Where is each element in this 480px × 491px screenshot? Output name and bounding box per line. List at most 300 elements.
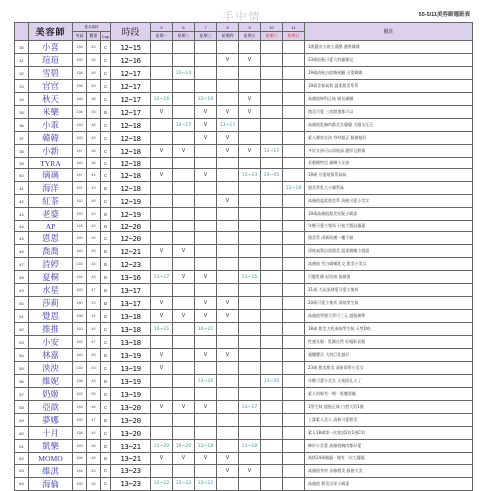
day-number-header: 8	[217, 23, 239, 32]
table-row	[15, 80, 473, 93]
stylist-name-cell: 亞歆	[29, 401, 73, 414]
basic-info-header: 基本資料	[73, 23, 111, 32]
shift-day-cell	[261, 427, 283, 440]
cup-cell: C	[101, 336, 111, 349]
table-row	[15, 310, 473, 323]
row-number-cell: 37	[15, 132, 29, 145]
time-slot-cell: 13~18	[111, 336, 151, 349]
shift-day-cell: V	[239, 464, 261, 477]
stylist-name-cell: 莎莉	[29, 297, 73, 310]
shift-day-cell	[217, 245, 239, 258]
shift-day-cell	[195, 284, 217, 297]
height-cell: 158	[73, 80, 87, 93]
weight-cell: 45	[87, 375, 101, 388]
stylist-name-cell: 凱樂	[29, 440, 73, 453]
shift-day-cell	[151, 41, 173, 54]
note-cell: 高挑24歲靚麗 · 僅有一次大優惠	[305, 453, 473, 464]
note-cell: 清純氣質出道甜美 溫柔嬌嫩小姐姐	[305, 245, 473, 258]
shift-day-cell: 16~20	[173, 440, 195, 453]
table-row	[15, 464, 473, 477]
shift-day-cell: 14~17	[173, 119, 195, 132]
row-number-cell: 44	[15, 221, 29, 232]
stylist-name-cell: MOMO	[29, 453, 73, 464]
shift-day-cell	[283, 221, 305, 232]
stylist-name-cell: 秋天	[29, 93, 73, 106]
row-number-cell: 55	[15, 362, 29, 375]
note-cell: 甜美系 清新肌膚一樓不錯	[305, 232, 473, 245]
shift-day-cell: 13~18	[239, 440, 261, 453]
weight-cell: 48	[87, 195, 101, 208]
table-row	[15, 477, 473, 490]
shift-day-cell: V	[239, 54, 261, 67]
day-number-header: 11	[283, 23, 305, 32]
day-number-header: 7	[195, 23, 217, 32]
shift-day-cell	[217, 414, 239, 427]
stylist-name-cell: 小乖	[29, 119, 73, 132]
table-row	[15, 54, 473, 67]
shift-day-cell	[173, 41, 195, 54]
note-cell: 長腿模特兒 細腰小女孩	[305, 158, 473, 169]
shift-day-cell	[195, 232, 217, 245]
cup-cell: C	[101, 158, 111, 169]
shift-day-cell	[283, 67, 305, 80]
shift-day-cell: V	[151, 310, 173, 323]
time-slot-cell: 12~17	[111, 80, 151, 93]
shift-day-cell	[261, 158, 283, 169]
time-slot-cell: 13~23	[111, 464, 151, 477]
stylist-name-cell: 泱泱	[29, 362, 73, 375]
row-number-cell: 36	[15, 119, 29, 132]
row-number-cell: 57	[15, 388, 29, 401]
cup-cell: C	[101, 464, 111, 477]
shift-day-cell	[283, 323, 305, 336]
shift-day-cell	[195, 414, 217, 427]
weight-cell: 47	[87, 336, 101, 349]
shift-day-cell: 13~17	[239, 401, 261, 414]
shift-day-cell	[217, 375, 239, 388]
weight-cell: 45	[87, 349, 101, 362]
shift-day-cell	[173, 195, 195, 208]
shift-day-cell	[195, 336, 217, 349]
note-cell: 19歲高顏值甜美短髮小嬌妻	[305, 208, 473, 221]
row-number-cell: 50	[15, 297, 29, 310]
shift-day-cell: 13~20	[195, 375, 217, 388]
row-number-cell: 63	[15, 464, 29, 477]
table-row	[15, 182, 473, 195]
note-cell: 18歲 甜美大奶清純學生妹 天然D奶	[305, 323, 473, 336]
shift-day-cell	[261, 401, 283, 414]
shift-day-cell	[261, 67, 283, 80]
shift-day-cell	[173, 132, 195, 145]
shift-day-cell	[283, 297, 305, 310]
cup-cell: C	[101, 132, 111, 145]
shift-day-cell	[261, 41, 283, 54]
stylist-name-cell: 瑄瑄	[29, 54, 73, 67]
note-cell: 23歲短髮可愛大奶貓雅兒	[305, 54, 473, 67]
weight-cell: 45	[87, 106, 101, 119]
weight-cell: 44	[87, 323, 101, 336]
shift-day-cell	[261, 271, 283, 284]
shift-day-cell	[239, 453, 261, 464]
time-slot-cell: 13~18	[111, 310, 151, 323]
shift-day-cell	[195, 80, 217, 93]
time-slot-cell: 13~17	[111, 284, 151, 297]
note-cell: 超纖寶貝 大奶巨乳超好	[305, 349, 473, 362]
shift-day-cell	[261, 80, 283, 93]
shift-day-cell: 12~16	[195, 93, 217, 106]
shift-day-cell	[239, 427, 261, 440]
note-cell: 19歲青春氣質 溫柔甜美系系	[305, 80, 473, 93]
height-cell: 158	[73, 427, 87, 440]
shift-day-cell: V	[195, 453, 217, 464]
note-cell: 21歲 大而深刻愛可愛小隻馬	[305, 284, 473, 297]
weight-cell: 48	[87, 145, 101, 158]
note-cell: 高顏值 雪白嬌嫩乳交 甜美小美女	[305, 258, 473, 271]
shift-day-cell: 12~16	[151, 93, 173, 106]
weight-cell: 55	[87, 388, 101, 401]
shift-day-cell	[195, 427, 217, 440]
note-cell: 19歲清純自慰嗨到翻 可愛嬌嬌	[305, 67, 473, 80]
cup-cell: B	[101, 221, 111, 232]
stylist-name-cell: 璃璃	[29, 169, 73, 182]
shift-day-cell: V	[195, 132, 217, 145]
time-slot-cell: 12~18	[111, 158, 151, 169]
shift-day-cell	[217, 221, 239, 232]
weight-cell: 43	[87, 208, 101, 221]
note-cell: 19歲 可愛純情系妹妹	[305, 169, 473, 182]
time-slot-cell: 12~18	[111, 182, 151, 195]
shift-day-cell	[239, 336, 261, 349]
shift-day-cell: 13~17	[217, 119, 239, 132]
height-cell: 165	[73, 464, 87, 477]
shift-day-cell	[283, 349, 305, 362]
weekday-header: 星期二	[173, 32, 195, 41]
shift-day-cell	[283, 271, 305, 284]
shift-day-cell	[173, 169, 195, 182]
shift-day-cell	[195, 41, 217, 54]
table-row	[15, 145, 473, 158]
shift-day-cell	[283, 464, 305, 477]
height-cell: 165	[73, 93, 87, 106]
time-slot-cell: 13~20	[111, 401, 151, 414]
shift-day-cell	[239, 132, 261, 145]
shift-day-cell	[151, 284, 173, 297]
shift-day-cell	[217, 232, 239, 245]
shift-day-cell: 12~17	[261, 145, 283, 158]
shift-day-cell	[217, 158, 239, 169]
time-slot-cell: 12~17	[111, 67, 151, 80]
shift-day-cell	[283, 427, 305, 440]
shift-day-cell: V	[173, 145, 195, 158]
shift-day-cell: 12~22	[173, 477, 195, 490]
note-cell: 高顏值乳胸肉都美女優優 大眼水汪汪	[305, 119, 473, 132]
shift-day-cell: 12~22	[195, 477, 217, 490]
watermark-text: 手中情	[222, 10, 262, 23]
shift-day-cell: 12~18	[283, 182, 305, 195]
shift-day-cell	[173, 297, 195, 310]
shift-day-cell	[195, 388, 217, 401]
shift-day-cell	[283, 93, 305, 106]
shift-day-cell	[173, 362, 195, 375]
cup-cell: C	[101, 54, 111, 67]
time-slot-cell: 12~21	[111, 245, 151, 258]
shift-day-cell: V	[173, 245, 195, 258]
row-number-cell: 62	[15, 453, 29, 464]
cup-cell: C	[101, 362, 111, 375]
weight-cell: 47	[87, 414, 101, 427]
height-cell: 160	[73, 132, 87, 145]
shift-day-cell: 13~20	[151, 440, 173, 453]
height-cell: 162	[73, 336, 87, 349]
note-column-header: 備註	[305, 23, 473, 41]
shift-day-cell	[283, 336, 305, 349]
cup-cell: B	[101, 414, 111, 427]
shift-day-cell	[283, 414, 305, 427]
cup-cell: C	[101, 195, 111, 208]
stylist-name-cell: 官官	[29, 80, 73, 93]
number-column-header	[15, 23, 29, 41]
weekday-header: 星期三	[195, 32, 217, 41]
shift-day-cell	[195, 182, 217, 195]
time-slot-cell: 13~19	[111, 388, 151, 401]
row-number-cell: 48	[15, 271, 29, 284]
weight-cell: 45	[87, 221, 101, 232]
shift-day-cell	[261, 362, 283, 375]
shift-day-cell	[239, 41, 261, 54]
shift-day-cell	[173, 284, 195, 297]
time-slot-cell: 13~20	[111, 427, 151, 440]
row-number-cell: 58	[15, 401, 29, 414]
table-row	[15, 245, 473, 258]
table-row	[15, 401, 473, 414]
stylist-name-cell: 詩婷	[29, 258, 73, 271]
shift-day-cell	[261, 349, 283, 362]
table-row	[15, 195, 473, 208]
height-cell: 167	[73, 145, 87, 158]
table-row	[15, 221, 473, 232]
row-number-cell: 47	[15, 258, 29, 271]
shift-day-cell: V	[151, 106, 173, 119]
table-row	[15, 297, 473, 310]
shift-day-cell	[283, 195, 305, 208]
shift-day-cell	[239, 284, 261, 297]
shift-day-cell	[239, 80, 261, 93]
shift-day-cell	[261, 336, 283, 349]
stylist-name-cell: AP	[29, 221, 73, 232]
shift-day-cell	[151, 158, 173, 169]
cup-cell: D	[101, 440, 111, 453]
table-row	[15, 158, 473, 169]
note-cell: 甜美可愛 三次開頂都可以	[305, 106, 473, 119]
row-number-cell: 45	[15, 232, 29, 245]
cup-cell: C	[101, 119, 111, 132]
shift-day-cell	[195, 464, 217, 477]
table-row	[15, 388, 473, 401]
row-number-cell: 54	[15, 349, 29, 362]
shift-day-cell	[283, 362, 305, 375]
time-slot-cell: 13~23	[111, 477, 151, 490]
stylist-name-cell: 林嘉	[29, 349, 73, 362]
row-number-cell: 51	[15, 310, 29, 323]
weight-cell: 44	[87, 169, 101, 182]
row-number-cell: 52	[15, 323, 29, 336]
row-number-cell: 40	[15, 169, 29, 182]
shift-day-cell	[217, 93, 239, 106]
height-cell: 162	[73, 388, 87, 401]
height-cell: 153	[73, 208, 87, 221]
shift-day-cell	[239, 208, 261, 221]
weight-cell: 46	[87, 477, 101, 490]
note-cell: 上課素人美人 清新可愛甜美	[305, 414, 473, 427]
cup-cell: C	[101, 401, 111, 414]
shift-day-cell	[261, 388, 283, 401]
shift-day-cell	[173, 258, 195, 271]
note-cell: 素人奶姬有一期 · 肌膚滑膩	[305, 388, 473, 401]
shift-day-cell	[239, 362, 261, 375]
cup-cell: B	[101, 284, 111, 297]
time-slot-cell: 13~19	[111, 349, 151, 362]
time-slot-cell: 13~18	[111, 323, 151, 336]
shift-day-cell	[151, 208, 173, 221]
stylist-name-cell: 喬喬	[29, 245, 73, 258]
weight-cell: 46	[87, 401, 101, 414]
height-cell: 160	[73, 414, 87, 427]
height-cell: 158	[73, 375, 87, 388]
table-row	[15, 349, 473, 362]
cup-cell: C	[101, 232, 111, 245]
shift-day-cell: V	[151, 401, 173, 414]
shift-day-cell	[151, 182, 173, 195]
cup-cell: C	[101, 169, 111, 182]
shift-day-cell	[195, 67, 217, 80]
note-cell: 高顏值 甜美出眾小嬌妻	[305, 477, 473, 490]
weight-cell: 48	[87, 440, 101, 453]
shift-day-cell: V	[195, 401, 217, 414]
stylist-name-cell: 推推	[29, 323, 73, 336]
shift-day-cell	[151, 67, 173, 80]
cup-cell: B	[101, 245, 111, 258]
weight-cell: 44	[87, 258, 101, 271]
shift-day-cell	[283, 310, 305, 323]
time-slot-cell: 12~18	[111, 132, 151, 145]
weight-cell: 43	[87, 182, 101, 195]
stylist-name-cell: 雪碧	[29, 67, 73, 80]
table-row	[15, 323, 473, 336]
shift-day-cell	[151, 375, 173, 388]
shift-day-cell	[239, 158, 261, 169]
shift-day-cell	[239, 349, 261, 362]
shift-day-cell	[173, 427, 195, 440]
note-cell: 高顏值溫柔甜美系 清純可愛小美女	[305, 195, 473, 208]
shift-day-cell	[151, 195, 173, 208]
stylist-name-cell: 小喜	[29, 41, 73, 54]
table-row	[15, 453, 473, 464]
row-number-cell: 39	[15, 158, 29, 169]
shift-day-cell	[261, 221, 283, 232]
table-row	[15, 106, 473, 119]
shift-day-cell	[261, 310, 283, 323]
shift-day-cell	[217, 67, 239, 80]
shift-day-cell	[239, 232, 261, 245]
note-cell: 多好女孩可以清純深 濃厚且熱情	[305, 145, 473, 158]
height-cell: 163	[73, 221, 87, 232]
height-cell: 163	[73, 258, 87, 271]
shift-day-cell	[195, 362, 217, 375]
shift-day-cell: V	[151, 362, 173, 375]
stylist-name-cell: 紅茶	[29, 195, 73, 208]
row-number-cell: 42	[15, 195, 29, 208]
shift-day-cell	[217, 258, 239, 271]
shift-day-cell	[173, 232, 195, 245]
shift-day-cell	[283, 258, 305, 271]
time-slot-cell: 12~17	[111, 106, 151, 119]
shift-day-cell	[283, 401, 305, 414]
table-row	[15, 93, 473, 106]
shift-day-cell: V	[151, 297, 173, 310]
cup-cell: C	[101, 93, 111, 106]
height-cell: 168	[73, 310, 87, 323]
shift-day-cell	[151, 132, 173, 145]
height-cell: 163	[73, 245, 87, 258]
height-cell: 164	[73, 271, 87, 284]
shift-day-cell	[217, 477, 239, 490]
time-slot-cell: 12~16	[111, 54, 151, 67]
day-number-header: 10	[261, 23, 283, 32]
shift-day-cell: 16~21	[151, 323, 173, 336]
row-number-cell: 59	[15, 414, 29, 427]
shift-day-cell: V	[195, 310, 217, 323]
shift-day-cell: 13~20	[261, 375, 283, 388]
shift-day-cell	[239, 258, 261, 271]
cup-cell: D	[101, 310, 111, 323]
document-reference: 55-5/11美容師週班表	[418, 12, 470, 18]
header-row-1	[15, 23, 473, 32]
shift-day-cell: V	[151, 169, 173, 182]
shift-day-cell	[261, 440, 283, 453]
stylist-name-cell: 米樂	[29, 106, 73, 119]
shift-day-cell	[217, 208, 239, 221]
weight-cell: 46	[87, 158, 101, 169]
shift-day-cell: V	[239, 145, 261, 158]
height-cell: 167	[73, 169, 87, 182]
height-cell: 163	[73, 349, 87, 362]
stylist-name-cell: 小新	[29, 145, 73, 158]
cup-cell: B	[101, 182, 111, 195]
table-row	[15, 414, 473, 427]
shift-day-cell	[151, 119, 173, 132]
shift-day-cell	[239, 310, 261, 323]
height-cell: 165	[73, 440, 87, 453]
note-cell: 23歲 甜美甜美 清新即學小美女	[305, 362, 473, 375]
weekday-header: 星期五	[239, 32, 261, 41]
note-cell: 陣形小美愛 高顏值胸肉都好愛	[305, 440, 473, 453]
shift-day-cell	[173, 336, 195, 349]
shift-day-cell	[261, 93, 283, 106]
weight-cell: 44	[87, 427, 101, 440]
height-cell: 163	[73, 158, 87, 169]
shift-day-cell	[151, 427, 173, 440]
table-row	[15, 284, 473, 297]
shift-day-cell: V	[239, 106, 261, 119]
table-row	[15, 427, 473, 440]
cup-cell: B	[101, 349, 111, 362]
shift-day-cell	[173, 323, 195, 336]
shift-day-cell: V	[217, 464, 239, 477]
shift-day-cell	[283, 388, 305, 401]
shift-day-cell	[151, 336, 173, 349]
shift-day-cell	[239, 221, 261, 232]
cup-column-header: Cup	[101, 33, 110, 39]
